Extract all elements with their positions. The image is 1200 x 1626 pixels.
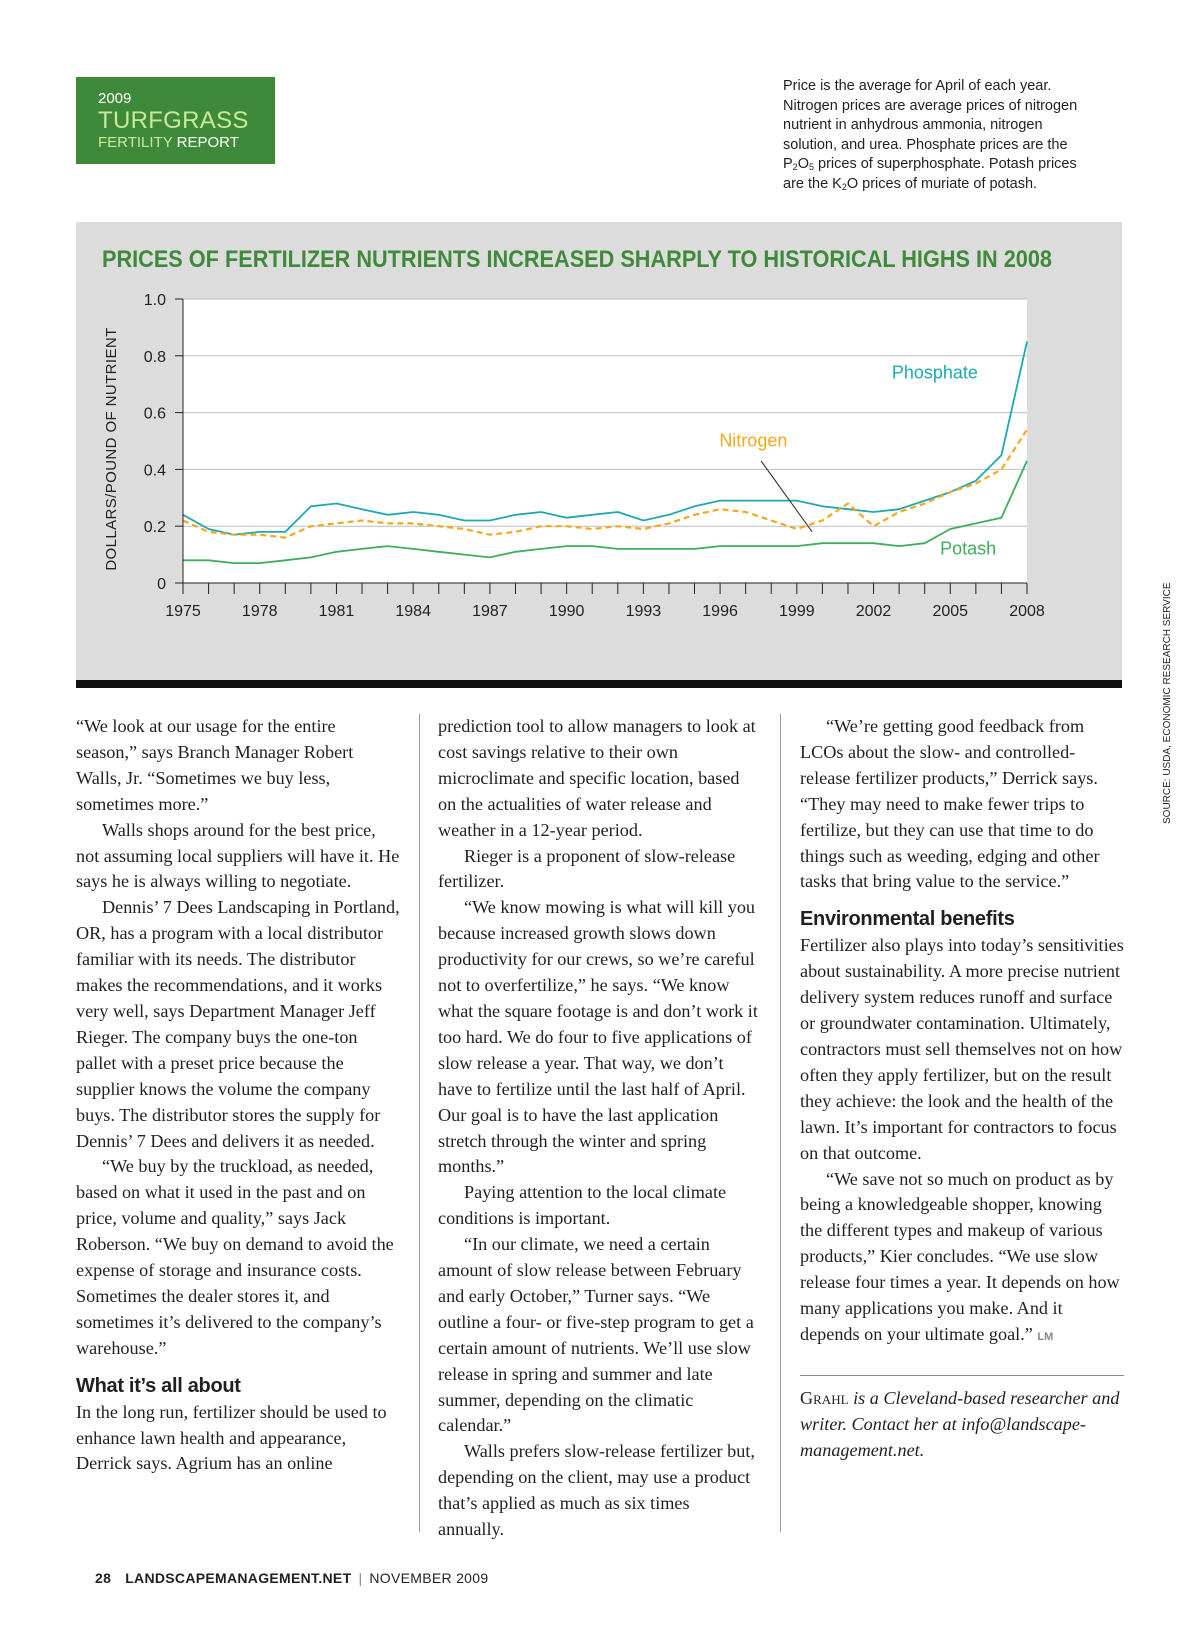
note-text: are the K (783, 175, 842, 192)
series-label-potash: Potash (940, 538, 997, 559)
chart-source: SOURCE: USDA, ECONOMIC RESEARCH SERVICE (1162, 582, 1173, 824)
chart-title: PRICES OF FERTILIZER NUTRIENTS INCREASED SHARPLY TO HISTORICAL HIGHS IN 2008 (102, 246, 1052, 273)
bio-text: is a Cleveland-based researcher and writer. Contact her at info@landscape-management.net. (800, 1387, 1120, 1460)
note-line (783, 175, 1128, 195)
issue-date: NOVEMBER 2009 (369, 1570, 489, 1586)
paragraph: prediction tool to allow managers to look at cost savings relative to their own microclimate and specific location, based on the actualities of water release and weather in a 12-year period. (438, 716, 756, 840)
bio-divider (800, 1375, 1124, 1376)
y-tick-label: 1.0 (143, 292, 166, 309)
x-tick-label: 1984 (395, 603, 431, 620)
grid-layer (183, 299, 1027, 583)
x-tick-label: 2005 (932, 603, 969, 620)
page-footer (95, 1570, 488, 1586)
x-tick-label: 1987 (472, 603, 508, 620)
end-mark: LM (1037, 1330, 1054, 1343)
note-subscript: 5 (808, 162, 814, 172)
x-tick-label: 1981 (318, 603, 355, 620)
note-line: Nitrogen prices are average prices of nitrogen (783, 97, 1078, 114)
y-tick-label: 0.6 (143, 405, 166, 423)
note-subscript: 2 (792, 162, 798, 172)
note-text: prices of superphosphate. Potash prices (813, 156, 1077, 172)
author-bio (800, 1386, 1124, 1464)
article-column-1 (76, 714, 400, 1477)
y-tick-label: 0.2 (143, 519, 166, 537)
y-tick-label: 0 (157, 576, 166, 593)
paragraph: “In our climate, we need a certain amount of slow release between February and early October,” Turner says. “We outline a four- or five-step program to get a certain amount of nutrients. We’ll use slow release in spring and summer and late summer, depending on the climatic calendar.” (438, 1234, 754, 1436)
note-line: nutrient in anhydrous ammonia, nitrogen (783, 117, 1043, 133)
paragraph: Walls shops around for the best price, not assuming local suppliers will have it. He says he is always willing to negotiate. (76, 819, 400, 892)
article-column-3 (800, 714, 1124, 1464)
chart-note (783, 77, 1128, 194)
note-text: O (797, 156, 809, 172)
paragraph: In the long run, fertilizer should be used to enhance lawn health and appearance, Derrick says. Agrium has an online (76, 1401, 387, 1474)
paragraph: “We’re getting good feedback from LCOs about the slow- and controlled-release fertilizer products,” Derrick says. “They may need to make fewer trips to fertilize, but they can use that time to do things such as weeding, edging and other tasks that bring value to the service.” (800, 716, 1100, 892)
x-tick-label: 1993 (625, 603, 662, 620)
paragraph: Rieger is a proponent of slow-release fertilizer. (438, 845, 736, 892)
note-line: Price is the average for April of each year. (783, 78, 1052, 94)
column-divider (780, 714, 781, 1532)
series-label-nitrogen: Nitrogen (719, 430, 788, 451)
paragraph: “We look at our usage for the entire season,” says Branch Manager Robert Walls, Jr. “Sometimes we buy less, sometimes more.” (76, 716, 354, 814)
section-heading: What it’s all about (76, 1374, 241, 1397)
x-tick-label: 2002 (855, 603, 892, 620)
note-subscript: 2 (841, 181, 847, 192)
note-line: solution, and urea. Phosphate prices are the (783, 136, 1068, 153)
badge-title: TURFGRASS (98, 107, 249, 134)
note-text: O prices of muriate of potash. (846, 175, 1038, 192)
paragraph-text: “We save not so much on product as by being a knowledgeable shopper, knowing the different types and makeup of various products,” Kier concludes. “We use slow release four times a year. It depends on how many applications you make. And it depends on your ultimate goal.” (800, 1168, 1120, 1344)
chart-svg (76, 222, 1122, 672)
paragraph (800, 1167, 1124, 1351)
x-tick-label: 1978 (241, 603, 278, 620)
badge-subtitle (98, 135, 275, 150)
site-name: LANDSCAPEMANAGEMENT.NET (125, 1570, 352, 1586)
badge-sub-b: REPORT (176, 134, 239, 151)
y-tick-label: 0.4 (143, 462, 166, 480)
page-number: 28 (95, 1570, 112, 1586)
article-column-2 (438, 714, 760, 1543)
x-tick-label: 1975 (165, 603, 201, 620)
plot-area (183, 299, 1027, 583)
note-text: P (783, 156, 793, 172)
report-badge (76, 77, 275, 164)
note-line (783, 155, 1128, 175)
y-tick-label: 0.8 (143, 348, 166, 366)
paragraph: Walls prefers slow-release fertilizer but, depending on the client, may use a product that’s applied as much as six times annually. (438, 1441, 755, 1540)
badge-year: 2009 (98, 90, 132, 107)
paragraph: Paying attention to the local climate conditions is important. (438, 1182, 727, 1229)
footer-separator: | (358, 1570, 363, 1586)
paragraph: “We buy by the truckload, as needed, based on what it used in the past and on price, volume and quality,” says Jack Roberson. “We buy on demand to avoid the expense of storage and insurance costs. Sometimes the dealer stores it, and sometimes it’s delivered to the company’s warehouse.” (76, 1156, 394, 1358)
paragraph: Fertilizer also plays into today’s sensitivities about sustainability. A more precise nutrient delivery system reduces runoff and surface or groundwater contamination. Ultimately, contractors must sell themselves not on how often they apply fertilizer, but on the result they achieve: the look and the health of the lawn. It’s important for contractors to focus on that outcome. (800, 935, 1124, 1163)
x-tick-label: 1990 (548, 603, 585, 620)
paragraph: Dennis’ 7 Dees Landscaping in Portland, OR, has a program with a local distributor familiar with its needs. The distributor makes the recommendations, and it works very well, says Department Manager Jeff Rieger. The company buys the one-ton pallet with a preset price because the supplier knows the volume the company buys. The distributor stores the supply for Dennis’ 7 Dees and delivers it as needed. (76, 897, 400, 1151)
column-divider (419, 714, 420, 1532)
x-tick-label: 1996 (702, 603, 738, 620)
author-name: Grahl (800, 1387, 849, 1408)
badge-sub-a: FERTILITY (98, 134, 173, 151)
x-tick-label: 1999 (779, 603, 815, 620)
paragraph: “We know mowing is what will kill you because increased growth slows down productivity for our crews, so we’re careful not to overfertilize,” he says. “We know what the square footage is and don’t work it too hard. We do four to five applications of slow release a year. That way, we don’t have to fertilize until the last half of April. Our goal is to have the last application stretch through the winter and spring months.” (438, 897, 758, 1177)
section-heading: Environmental benefits (800, 908, 1015, 931)
series-label-phosphate: Phosphate (891, 362, 978, 383)
y-axis-label: DOLLARS/POUND OF NUTRIENT (103, 327, 120, 571)
x-tick-label: 2008 (1009, 603, 1045, 620)
